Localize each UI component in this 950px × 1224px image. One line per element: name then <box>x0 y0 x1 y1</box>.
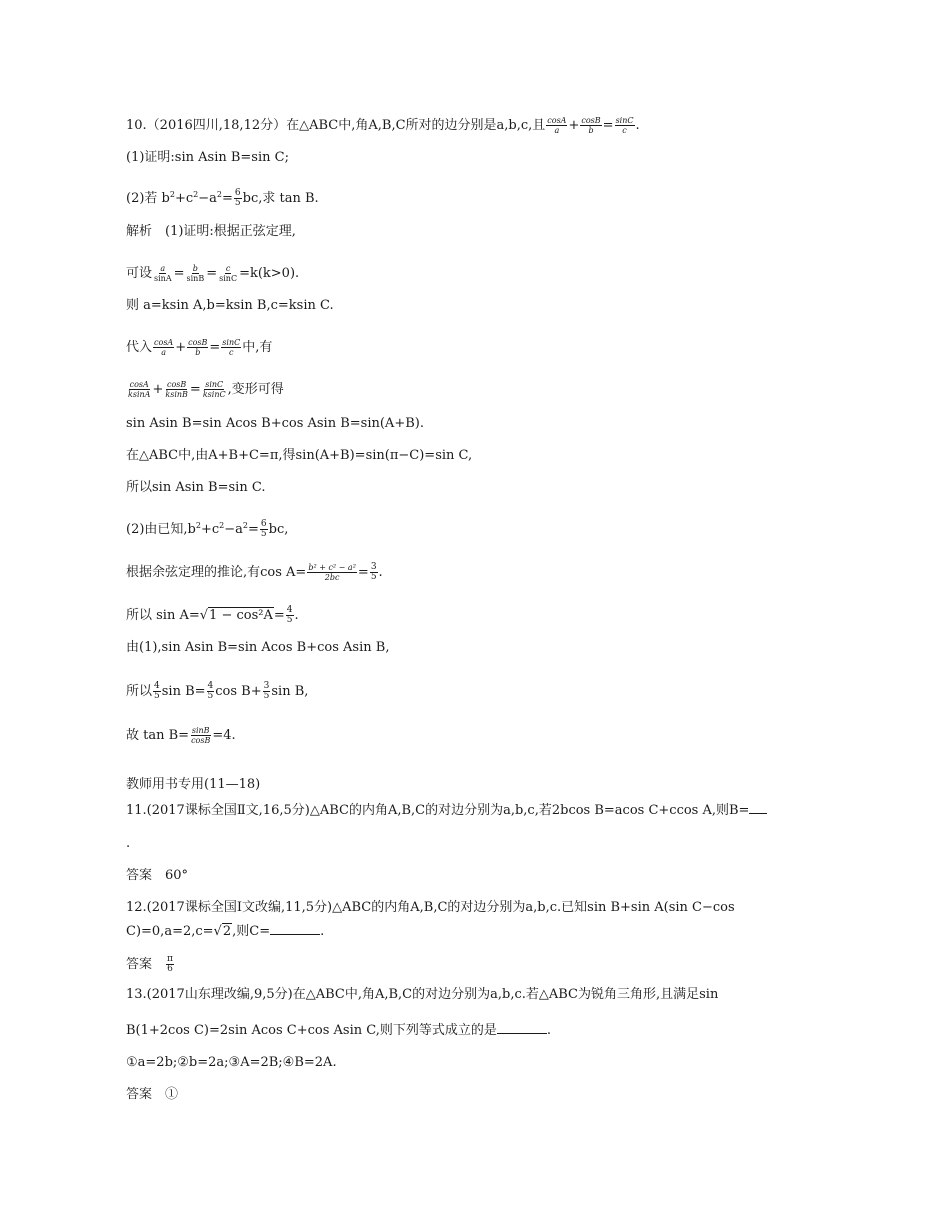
fraction: $\frac{6}{5}$ <box>260 519 267 539</box>
fraction: $\frac{4}{5}$ <box>286 605 293 625</box>
q13-answer: 答案 ① <box>126 1087 179 1102</box>
fraction: $\frac{\cos A}{a}$ <box>154 338 174 357</box>
fraction: $\frac{3}{5}$ <box>263 681 270 701</box>
fraction: $\frac{6}{5}$ <box>234 188 241 208</box>
fraction: $\frac{\sin C}{c}$ <box>615 116 634 135</box>
q11-tail: . <box>126 836 131 851</box>
fraction: $\frac{4}{5}$ <box>207 681 214 701</box>
solution-k-fractions: $\frac{\cos A}{ksinA}$ + $\frac{\cos B}{ksinB}$ = $\frac{\sin C}{ksinC}$ ,变形可得 <box>128 380 284 399</box>
fraction: $\frac{b}{\sin B}$ <box>186 264 205 283</box>
fraction: $\frac{\cos A}{a}$ <box>547 116 567 135</box>
fraction: $\frac{\cos A}{ksinA}$ <box>128 380 151 399</box>
answer-blank <box>270 924 320 935</box>
solution-substitute: 代入 $\frac{\cos A}{a}$ + $\frac{\cos B}{b}$ = $\frac{\sin C}{c}$ 中,有 <box>126 338 273 357</box>
fraction: $\frac{3}{5}$ <box>370 562 377 582</box>
q12-line1: 12.(2017课标全国Ⅰ文改编,11,5分)△ABC的内角A,B,C的对边分别为a,b,c.已知sin B+sin A(sin C−cos <box>126 900 735 915</box>
solution-triangle-line: 在△ABC中,由A+B+C=π,得sin(A+B)=sin(π−C)=sin C, <box>126 448 473 463</box>
q10-part2: (2)若 $b^2+c^2-a^2=$ $\frac{6}{5}$ bc,求 tan B. <box>126 188 319 208</box>
fraction: $\frac{\text{b² + c² − a²}}{2bc}$ <box>308 563 356 582</box>
solution-tan-line: 故 tan B= $\frac{\sin B}{\cos B}$ =4. <box>126 726 236 745</box>
fraction: $\frac{\cos B}{b}$ <box>581 116 601 135</box>
solution-from-part1: 由(1),sin Asin B=sin Acos B+cos Asin B, <box>126 640 390 655</box>
fraction: $\frac{a}{\sin A}$ <box>154 264 172 283</box>
section-heading: 教师用书专用(11—18) <box>126 777 261 792</box>
solution-heading: 解析 (1)证明:根据正弦定理, <box>126 224 296 239</box>
q13-line2: B(1+2cos C)=2sin Acos C+cos Asin C,则下列等式成立的是 . <box>126 1023 552 1038</box>
answer-blank <box>749 803 767 814</box>
solution-let-line: 可设 $\frac{a}{\sin A}$ = $\frac{b}{\sin B}$ = $\frac{c}{\sin C}$ =k(k>0). <box>126 264 300 283</box>
fraction: $\frac{\sin C}{c}$ <box>222 338 241 357</box>
fraction: $\frac{\pi}{6}$ <box>167 954 173 974</box>
fraction: $\frac{4}{5}$ <box>154 681 160 701</box>
fraction: $\frac{\sin B}{\cos B}$ <box>191 726 211 745</box>
fraction: $\frac{\cos B}{b}$ <box>188 338 208 357</box>
solution-part2-known: (2)由已知$,b^2+c^2-a^2=$ $\frac{6}{5}$ bc, <box>126 519 289 539</box>
sqrt-sign: √ <box>213 924 222 939</box>
solution-cosine-line: 根据余弦定理的推论,有cos A= $\frac{\text{b² + c² − a²}}{2bc}$ = $\frac{3}{5}$ . <box>126 562 383 582</box>
fraction: $\frac{c}{\sin C}$ <box>219 264 238 283</box>
q10-stem: 10.（2016四川,18,12分）在△ABC中,角A,B,C所对的边分别是a,b,c,且 $\frac{\cos A}{a}$ + $\frac{\cos B}{b}$ = $\frac{\sin C}{c}$ . <box>126 116 640 135</box>
solution-sum-line: sin Asin B=sin Acos B+cos Asin B=sin(A+B). <box>126 416 424 431</box>
solution-ratio-line: 所以 $\frac{4}{5}$ sin B= $\frac{4}{5}$ cos B+ $\frac{3}{5}$ sin B, <box>126 681 309 701</box>
solution-sine-line: 所以 sin A=√1 − cos²A= $\frac{4}{5}$ . <box>126 605 299 625</box>
q13-line1: 13.(2017山东理改编,9,5分)在△ABC中,角A,B,C的对边分别为a,b,c.若△ABC为锐角三角形,且满足sin <box>126 987 719 1002</box>
q12-line2: C)=0,a=2,c=√2,则C= . <box>126 924 325 939</box>
fraction: $\frac{\sin C}{ksinC}$ <box>202 380 226 399</box>
solution-then: 则 a=ksin A,b=ksin B,c=ksin C. <box>126 298 334 313</box>
q13-options: ①a=2b;②b=2a;③A=2B;④B=2A. <box>126 1055 337 1070</box>
solution-conclusion-1: 所以sin Asin B=sin C. <box>126 480 266 495</box>
q10-part1: (1)证明:sin Asin B=sin C; <box>126 150 289 165</box>
answer-blank <box>497 1023 547 1034</box>
sqrt-sign: √ <box>199 608 209 623</box>
fraction: $\frac{\cos B}{ksinB}$ <box>165 380 188 399</box>
q11-answer: 答案 60° <box>126 868 189 883</box>
q12-answer: 答案 $\frac{\pi}{6}$ <box>126 954 173 974</box>
q11-stem: 11.(2017课标全国Ⅱ文,16,5分)△ABC的内角A,B,C的对边分别为a,b,c,若2bcos B=acos C+ccos A,则B= <box>126 803 767 819</box>
